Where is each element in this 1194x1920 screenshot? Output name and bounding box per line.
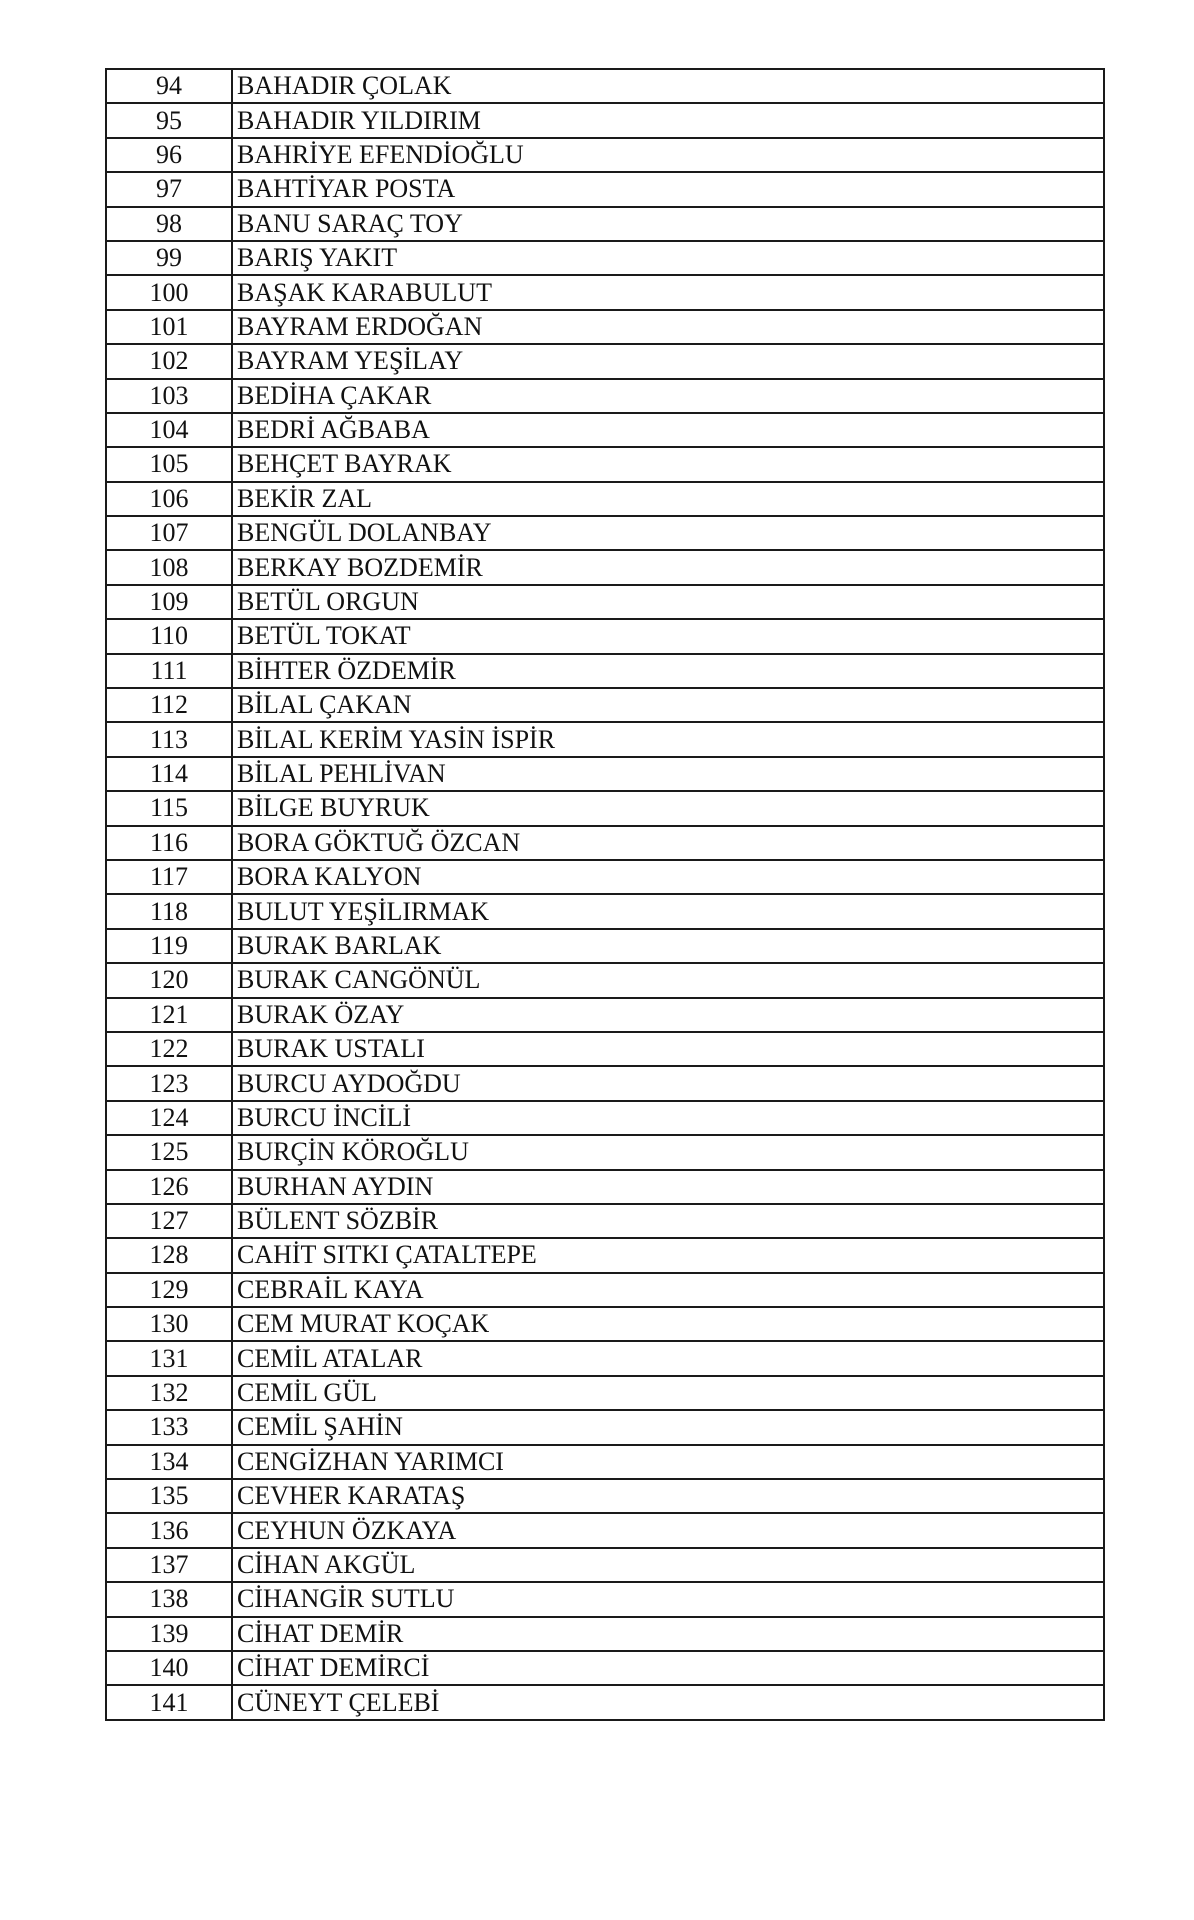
row-number-cell: 117 xyxy=(106,860,232,894)
table-row xyxy=(106,1066,1104,1100)
row-number-cell: 120 xyxy=(106,963,232,997)
table-row xyxy=(106,585,1104,619)
table-row xyxy=(106,1204,1104,1238)
full-name-cell: CEVHER KARATAŞ xyxy=(232,1479,1104,1513)
full-name-cell: CAHİT SITKI ÇATALTEPE xyxy=(232,1238,1104,1272)
full-name-cell: BURAK ÖZAY xyxy=(232,998,1104,1032)
table-row xyxy=(106,1376,1104,1410)
full-name-cell: BEKİR ZAL xyxy=(232,482,1104,516)
full-name-cell: CEBRAİL KAYA xyxy=(232,1273,1104,1307)
table-row xyxy=(106,1135,1104,1169)
full-name-cell: CİHAT DEMİR xyxy=(232,1617,1104,1651)
table-row xyxy=(106,275,1104,309)
row-number-cell: 107 xyxy=(106,516,232,550)
table-row xyxy=(106,826,1104,860)
table-row xyxy=(106,1170,1104,1204)
full-name-cell: CÜNEYT ÇELEBİ xyxy=(232,1685,1104,1719)
full-name-cell: BEDRİ AĞBABA xyxy=(232,413,1104,447)
row-number-cell: 111 xyxy=(106,654,232,688)
row-number-cell: 108 xyxy=(106,550,232,584)
full-name-cell: CEM MURAT KOÇAK xyxy=(232,1307,1104,1341)
full-name-cell: BURCU AYDOĞDU xyxy=(232,1066,1104,1100)
full-name-cell: BİLAL PEHLİVAN xyxy=(232,757,1104,791)
full-name-cell: BARIŞ YAKIT xyxy=(232,241,1104,275)
full-name-cell: CEMİL GÜL xyxy=(232,1376,1104,1410)
full-name-cell: BAHRİYE EFENDİOĞLU xyxy=(232,138,1104,172)
table-row xyxy=(106,1513,1104,1547)
full-name-cell: BURCU İNCİLİ xyxy=(232,1101,1104,1135)
full-name-cell: BAYRAM YEŞİLAY xyxy=(232,344,1104,378)
row-number-cell: 103 xyxy=(106,379,232,413)
row-number-cell: 96 xyxy=(106,138,232,172)
row-number-cell: 125 xyxy=(106,1135,232,1169)
table-row xyxy=(106,654,1104,688)
row-number-cell: 106 xyxy=(106,482,232,516)
row-number-cell: 128 xyxy=(106,1238,232,1272)
row-number-cell: 122 xyxy=(106,1032,232,1066)
full-name-cell: BURAK BARLAK xyxy=(232,929,1104,963)
row-number-cell: 126 xyxy=(106,1170,232,1204)
table-row xyxy=(106,619,1104,653)
row-number-cell: 114 xyxy=(106,757,232,791)
table-row xyxy=(106,241,1104,275)
table-row xyxy=(106,550,1104,584)
full-name-cell: CİHANGİR SUTLU xyxy=(232,1582,1104,1616)
row-number-cell: 134 xyxy=(106,1445,232,1479)
row-number-cell: 129 xyxy=(106,1273,232,1307)
row-number-cell: 121 xyxy=(106,998,232,1032)
full-name-cell: BURHAN AYDIN xyxy=(232,1170,1104,1204)
row-number-cell: 115 xyxy=(106,791,232,825)
full-name-cell: BAŞAK KARABULUT xyxy=(232,275,1104,309)
row-number-cell: 138 xyxy=(106,1582,232,1616)
row-number-cell: 136 xyxy=(106,1513,232,1547)
row-number-cell: 109 xyxy=(106,585,232,619)
row-number-cell: 137 xyxy=(106,1548,232,1582)
full-name-cell: CİHAN AKGÜL xyxy=(232,1548,1104,1582)
row-number-cell: 135 xyxy=(106,1479,232,1513)
table-row xyxy=(106,379,1104,413)
table-row xyxy=(106,791,1104,825)
table-row xyxy=(106,860,1104,894)
table-row xyxy=(106,413,1104,447)
full-name-cell: CENGİZHAN YARIMCI xyxy=(232,1445,1104,1479)
row-number-cell: 119 xyxy=(106,929,232,963)
full-name-cell: CEMİL ŞAHİN xyxy=(232,1410,1104,1444)
row-number-cell: 105 xyxy=(106,447,232,481)
full-name-cell: CEMİL ATALAR xyxy=(232,1341,1104,1375)
row-number-cell: 123 xyxy=(106,1066,232,1100)
table-row xyxy=(106,1445,1104,1479)
full-name-cell: CİHAT DEMİRCİ xyxy=(232,1651,1104,1685)
table-row xyxy=(106,1238,1104,1272)
table-row xyxy=(106,894,1104,928)
full-name-cell: CEYHUN ÖZKAYA xyxy=(232,1513,1104,1547)
row-number-cell: 112 xyxy=(106,688,232,722)
row-number-cell: 133 xyxy=(106,1410,232,1444)
full-name-cell: BİLAL KERİM YASİN İSPİR xyxy=(232,722,1104,756)
table-row xyxy=(106,1582,1104,1616)
full-name-cell: BİHTER ÖZDEMİR xyxy=(232,654,1104,688)
full-name-cell: BEDİHA ÇAKAR xyxy=(232,379,1104,413)
table-row xyxy=(106,516,1104,550)
row-number-cell: 102 xyxy=(106,344,232,378)
full-name-cell: BİLGE BUYRUK xyxy=(232,791,1104,825)
names-table xyxy=(105,68,1105,1721)
table-row xyxy=(106,344,1104,378)
row-number-cell: 94 xyxy=(106,69,232,103)
table-row xyxy=(106,963,1104,997)
table-row xyxy=(106,1101,1104,1135)
table-row xyxy=(106,310,1104,344)
full-name-cell: BERKAY BOZDEMİR xyxy=(232,550,1104,584)
table-row xyxy=(106,757,1104,791)
table-row xyxy=(106,207,1104,241)
table-row xyxy=(106,1548,1104,1582)
table-row xyxy=(106,1617,1104,1651)
full-name-cell: BANU SARAÇ TOY xyxy=(232,207,1104,241)
full-name-cell: BURAK USTALI xyxy=(232,1032,1104,1066)
row-number-cell: 95 xyxy=(106,103,232,137)
table-row xyxy=(106,1685,1104,1719)
table-row xyxy=(106,1341,1104,1375)
row-number-cell: 132 xyxy=(106,1376,232,1410)
row-number-cell: 101 xyxy=(106,310,232,344)
table-row xyxy=(106,929,1104,963)
full-name-cell: BORA KALYON xyxy=(232,860,1104,894)
row-number-cell: 98 xyxy=(106,207,232,241)
row-number-cell: 104 xyxy=(106,413,232,447)
full-name-cell: BURAK CANGÖNÜL xyxy=(232,963,1104,997)
full-name-cell: BAHADIR YILDIRIM xyxy=(232,103,1104,137)
full-name-cell: BETÜL ORGUN xyxy=(232,585,1104,619)
row-number-cell: 113 xyxy=(106,722,232,756)
table-row xyxy=(106,103,1104,137)
full-name-cell: BAYRAM ERDOĞAN xyxy=(232,310,1104,344)
row-number-cell: 140 xyxy=(106,1651,232,1685)
table-row xyxy=(106,1273,1104,1307)
row-number-cell: 116 xyxy=(106,826,232,860)
row-number-cell: 124 xyxy=(106,1101,232,1135)
table-row xyxy=(106,447,1104,481)
table-row xyxy=(106,1479,1104,1513)
names-table-body xyxy=(106,69,1104,1720)
full-name-cell: BORA GÖKTUĞ ÖZCAN xyxy=(232,826,1104,860)
row-number-cell: 118 xyxy=(106,894,232,928)
table-row xyxy=(106,722,1104,756)
full-name-cell: BETÜL TOKAT xyxy=(232,619,1104,653)
full-name-cell: BEHÇET BAYRAK xyxy=(232,447,1104,481)
full-name-cell: BAHTİYAR POSTA xyxy=(232,172,1104,206)
table-row xyxy=(106,998,1104,1032)
full-name-cell: BENGÜL DOLANBAY xyxy=(232,516,1104,550)
row-number-cell: 100 xyxy=(106,275,232,309)
full-name-cell: BURÇİN KÖROĞLU xyxy=(232,1135,1104,1169)
row-number-cell: 99 xyxy=(106,241,232,275)
full-name-cell: BAHADIR ÇOLAK xyxy=(232,69,1104,103)
row-number-cell: 130 xyxy=(106,1307,232,1341)
full-name-cell: BİLAL ÇAKAN xyxy=(232,688,1104,722)
row-number-cell: 139 xyxy=(106,1617,232,1651)
table-row xyxy=(106,1410,1104,1444)
full-name-cell: BÜLENT SÖZBİR xyxy=(232,1204,1104,1238)
table-row xyxy=(106,482,1104,516)
row-number-cell: 141 xyxy=(106,1685,232,1719)
row-number-cell: 110 xyxy=(106,619,232,653)
row-number-cell: 131 xyxy=(106,1341,232,1375)
row-number-cell: 97 xyxy=(106,172,232,206)
table-row xyxy=(106,1651,1104,1685)
row-number-cell: 127 xyxy=(106,1204,232,1238)
table-row xyxy=(106,688,1104,722)
full-name-cell: BULUT YEŞİLIRMAK xyxy=(232,894,1104,928)
table-row xyxy=(106,172,1104,206)
table-row xyxy=(106,1307,1104,1341)
table-row xyxy=(106,1032,1104,1066)
table-row xyxy=(106,138,1104,172)
table-row xyxy=(106,69,1104,103)
